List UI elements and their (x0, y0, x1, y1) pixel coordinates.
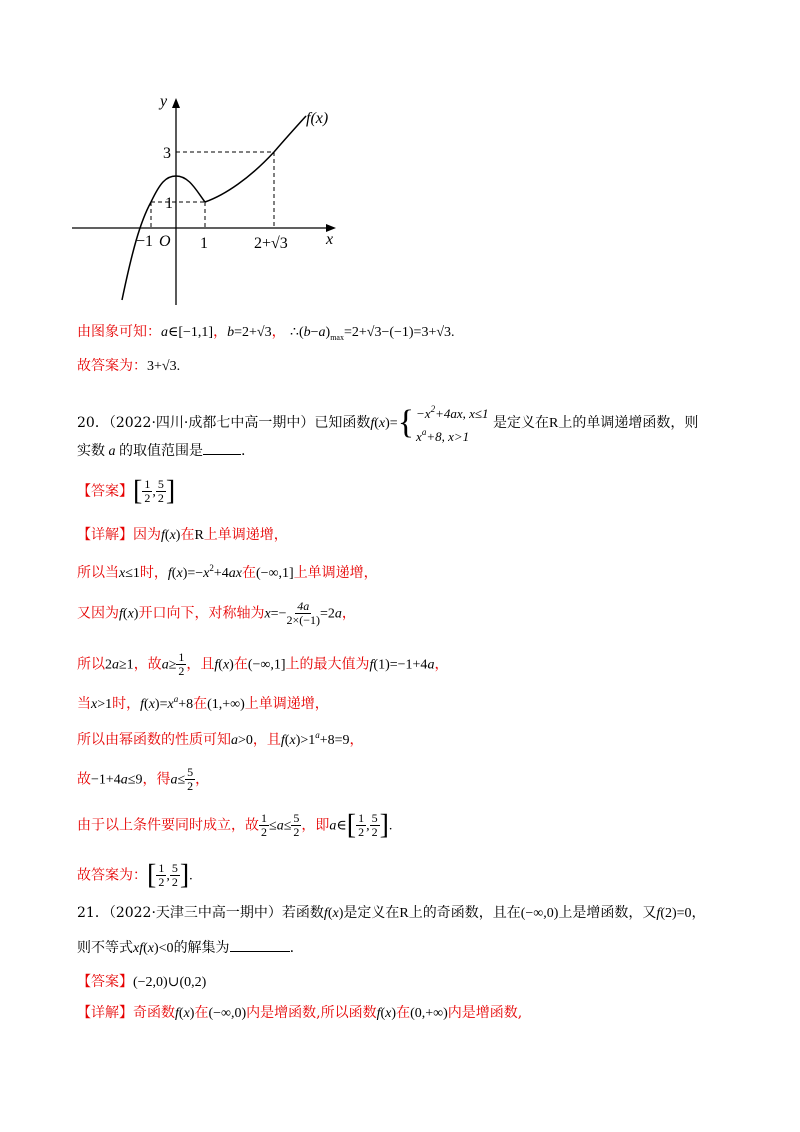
x-axis-label: x (326, 231, 334, 248)
origin-label: O (159, 233, 171, 250)
q21-detail-1: 【详解】奇函数f(x)在(−∞,0)内是增函数,所以函数f(x)在(0,+∞)内是增函数, (77, 1005, 523, 1021)
answer-blank (230, 939, 290, 952)
x-tick-2-plus-sqrt3: 2+√3 (254, 235, 288, 252)
q20-answer-line: 【答案】[ $\frac{1}{2}$ , $\frac{5}{2}$ ] (77, 475, 176, 507)
q20-stem-line2: 实数 a 的取值范围是 . (77, 443, 246, 459)
q19-answer-value: 3+√3 (147, 359, 177, 374)
q20-detail-8: 由于以上条件要同时成立，故 $\frac{1}{2}$ ≤a≤ $\frac{5}{2}$ ，即a∈[ $\frac{1}{2}$ , $\frac{5}{2}$ ]. (77, 809, 393, 841)
q20-detail-2: 所以当x≤1时，$f(x)=-x^2+4ax$在(−∞,1]上单调递增， (77, 563, 378, 581)
q21-answer-line: 【答案】(−2,0)∪(0,2) (77, 974, 207, 990)
q20-detail-1: 【详解】因为f(x)在R上单调递增， (77, 527, 288, 543)
q20-detail-6: 所以由幂函数的性质可知a>0，且$f(x)>1^a+8=9$， (77, 730, 364, 748)
q21-answer-value: (−2,0)∪(0,2) (133, 975, 207, 990)
q20-detail-3: 又因为f(x)开口向下，对称轴为x=− $\frac{4a}{2\times(-1)}$ =2a， (77, 599, 356, 627)
y-tick-1: 1 (165, 195, 173, 212)
function-graph (60, 85, 360, 315)
q19-answer-line: 故答案为：3+√3. (77, 358, 181, 374)
q20-detail-5: 当x>1时，$f(x)=x^a+8$在(1,+∞)上单调递增， (77, 694, 329, 712)
q20-stem-line1: 20．（2022·四川·成都七中高一期中）已知函数f(x)= { $-x^2+4ax$, x≤1 $x^a+8$, x>1 是定义在R上的单调递增函数，则 (77, 404, 699, 444)
q20-detail-4: 所以2a≥1，故a≥ $\frac{1}{2}$ ，且f(x)在(−∞,1]上的最大值为f(1)=−1+4a， (77, 650, 449, 678)
q19-analysis-line: 由图象可知：a∈[−1,1]，b=2+√3， $\therefore(b-a)_{max}=2+√3-(-1)=3+√3$. (77, 324, 455, 342)
q21-stem-line1: 21．（2022·天津三中高一期中）若函数f(x)是定义在R上的奇函数，且在(−∞,0)上是增函数，又f(2)=0， (77, 905, 706, 921)
answer-blank (203, 442, 241, 455)
function-curve (122, 116, 306, 300)
x-tick-1: 1 (200, 235, 208, 252)
y-axis-label: y (160, 93, 168, 110)
q20-detail-9: 故答案为：[ $\frac{1}{2}$ , $\frac{5}{2}$ ]. (77, 859, 193, 891)
y-axis-arrow-icon (172, 98, 180, 108)
q20-detail-7: 故−1+4a≤9，得a≤ $\frac{5}{2}$ ， (77, 765, 210, 793)
y-tick-3: 3 (163, 145, 171, 162)
x-tick-minus1: −1 (136, 233, 154, 250)
q21-stem-line2: 则不等式xf(x)<0的解集为 . (77, 940, 295, 956)
function-label: f(x) (306, 110, 329, 127)
